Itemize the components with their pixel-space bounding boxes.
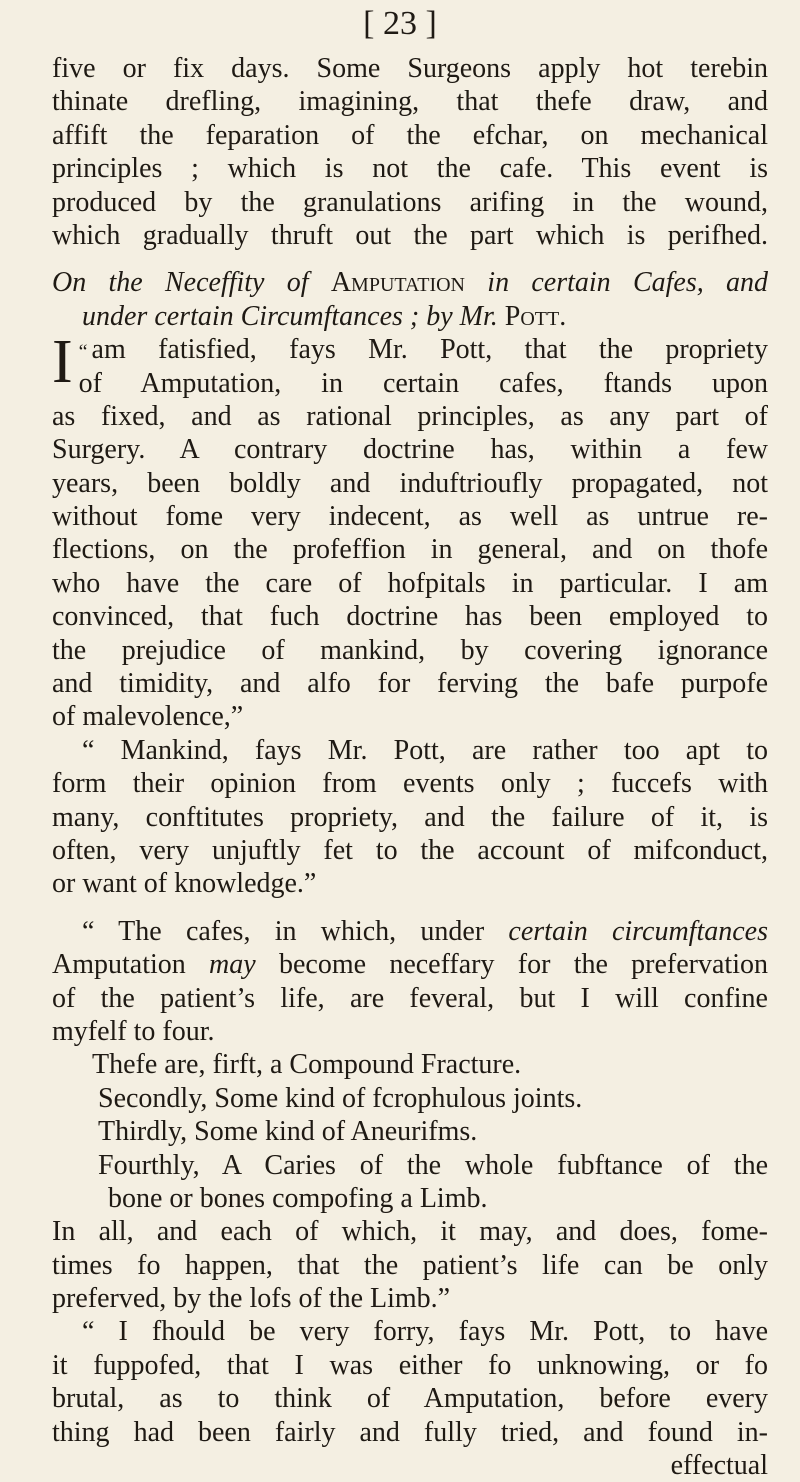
text-line: affift the feparation of the efchar, on mechanical xyxy=(52,119,768,151)
text-line: many, conftitutes propriety, and the failure of it, is xyxy=(52,801,768,833)
heading-italic: On the Neceffity of xyxy=(52,267,331,299)
text-line: Surgery. A contrary doctrine has, within a few xyxy=(52,434,768,466)
text-line: myfelf to four. xyxy=(52,1015,215,1047)
list-item: bone or bones compofing a Limb. xyxy=(108,1182,488,1214)
text-line: or want of knowledge.” xyxy=(52,868,317,900)
paragraph-6 xyxy=(52,1315,768,1482)
text-line: years, been boldly and induftrioufly propagated, not xyxy=(52,467,768,499)
drop-cap: I xyxy=(52,328,73,397)
paragraph-2 xyxy=(52,328,768,734)
text-line: “ The cafes, in which, under certain circumftances xyxy=(82,915,768,947)
list xyxy=(52,1048,768,1215)
text-line: convinced, that fuch doctrine has been employed to xyxy=(52,601,768,633)
list-item: Fourthly, A Caries of the whole fubftance of the xyxy=(98,1149,768,1181)
text-line: thing had been fairly and fully tried, and found in- xyxy=(52,1416,768,1448)
text-line: flections, on the profeffion in general, and on thofe xyxy=(52,534,768,566)
text-line: times fo happen, that the patient’s life can be only xyxy=(52,1249,768,1281)
page-text xyxy=(52,52,768,1482)
text-line: In all, and each of which, it may, and does, fome- xyxy=(52,1216,768,1248)
text-line: “ I am fatisfied, fays Mr. Pott, that the propriety xyxy=(52,328,768,397)
text-line: produced by the granulations arifing in the wound, xyxy=(52,186,768,218)
section-heading xyxy=(52,266,768,333)
text-line: brutal, as to think of Amputation, before every xyxy=(52,1383,768,1415)
text-line: of the patient’s life, are feveral, but I will confine xyxy=(52,982,768,1014)
list-item: Thefe are, firft, a Compound Fracture. xyxy=(92,1049,522,1081)
paragraph-3 xyxy=(52,734,768,901)
paragraph-4 xyxy=(52,915,768,1049)
text-line: preferved, by the lofs of the Limb.” xyxy=(52,1283,451,1315)
catchword: effectual xyxy=(670,1450,768,1482)
list-item: Secondly, Some kind of fcrophulous joints. xyxy=(98,1082,583,1114)
paragraph-1 xyxy=(52,52,768,252)
text-line: who have the care of hofpitals in particular. I am xyxy=(52,567,768,599)
paragraph-5 xyxy=(52,1215,768,1315)
page-number: [ 23 ] xyxy=(363,5,437,42)
text-line: the prejudice of mankind, by covering ignorance xyxy=(52,634,768,666)
text-line: “ I fhould be very forry, fays Mr. Pott, to have xyxy=(82,1316,768,1348)
text-line: as fixed, and as rational principles, as any part of xyxy=(52,400,768,432)
text-line: form their opinion from events only ; fuccefs with xyxy=(52,768,768,800)
heading-italic: under certain Circumftances ; by Mr. xyxy=(82,300,505,332)
list-item: Thirdly, Some kind of Aneurifms. xyxy=(98,1116,478,1148)
text-line: principles ; which is not the cafe. This event is xyxy=(52,153,768,185)
heading-smallcaps: Amputation xyxy=(330,267,466,299)
text-line: often, very unjuftly fet to the account of mifconduct, xyxy=(52,834,768,866)
text-line: without fome very indecent, as well as untrue re- xyxy=(52,501,768,533)
text-line: which gradually thruft out the part which is perifhed. xyxy=(52,219,768,251)
quote-mark: “ xyxy=(78,341,88,364)
text-line: five or fix days. Some Surgeons apply hot terebin xyxy=(52,53,768,84)
heading-line-2 xyxy=(52,300,768,333)
heading-smallcaps: Pott. xyxy=(504,300,567,332)
text-line: Amputation may become neceffary for the prefervation xyxy=(52,949,768,981)
heading-line-1 xyxy=(52,266,768,299)
text-line: of Amputation, in certain cafes, ftands upon xyxy=(78,367,768,399)
text-line: of malevolence,” xyxy=(52,701,244,733)
text-line: thinate drefling, imagining, that thefe draw, and xyxy=(52,86,768,118)
text-line: “ Mankind, fays Mr. Pott, are rather too apt to xyxy=(82,734,768,766)
heading-italic: in certain Cafes, and xyxy=(465,267,768,299)
text-line: and timidity, and alfo for ferving the bafe purpofe xyxy=(52,668,768,700)
text-line: it fuppofed, that I was either fo unknowing, or fo xyxy=(52,1349,768,1381)
